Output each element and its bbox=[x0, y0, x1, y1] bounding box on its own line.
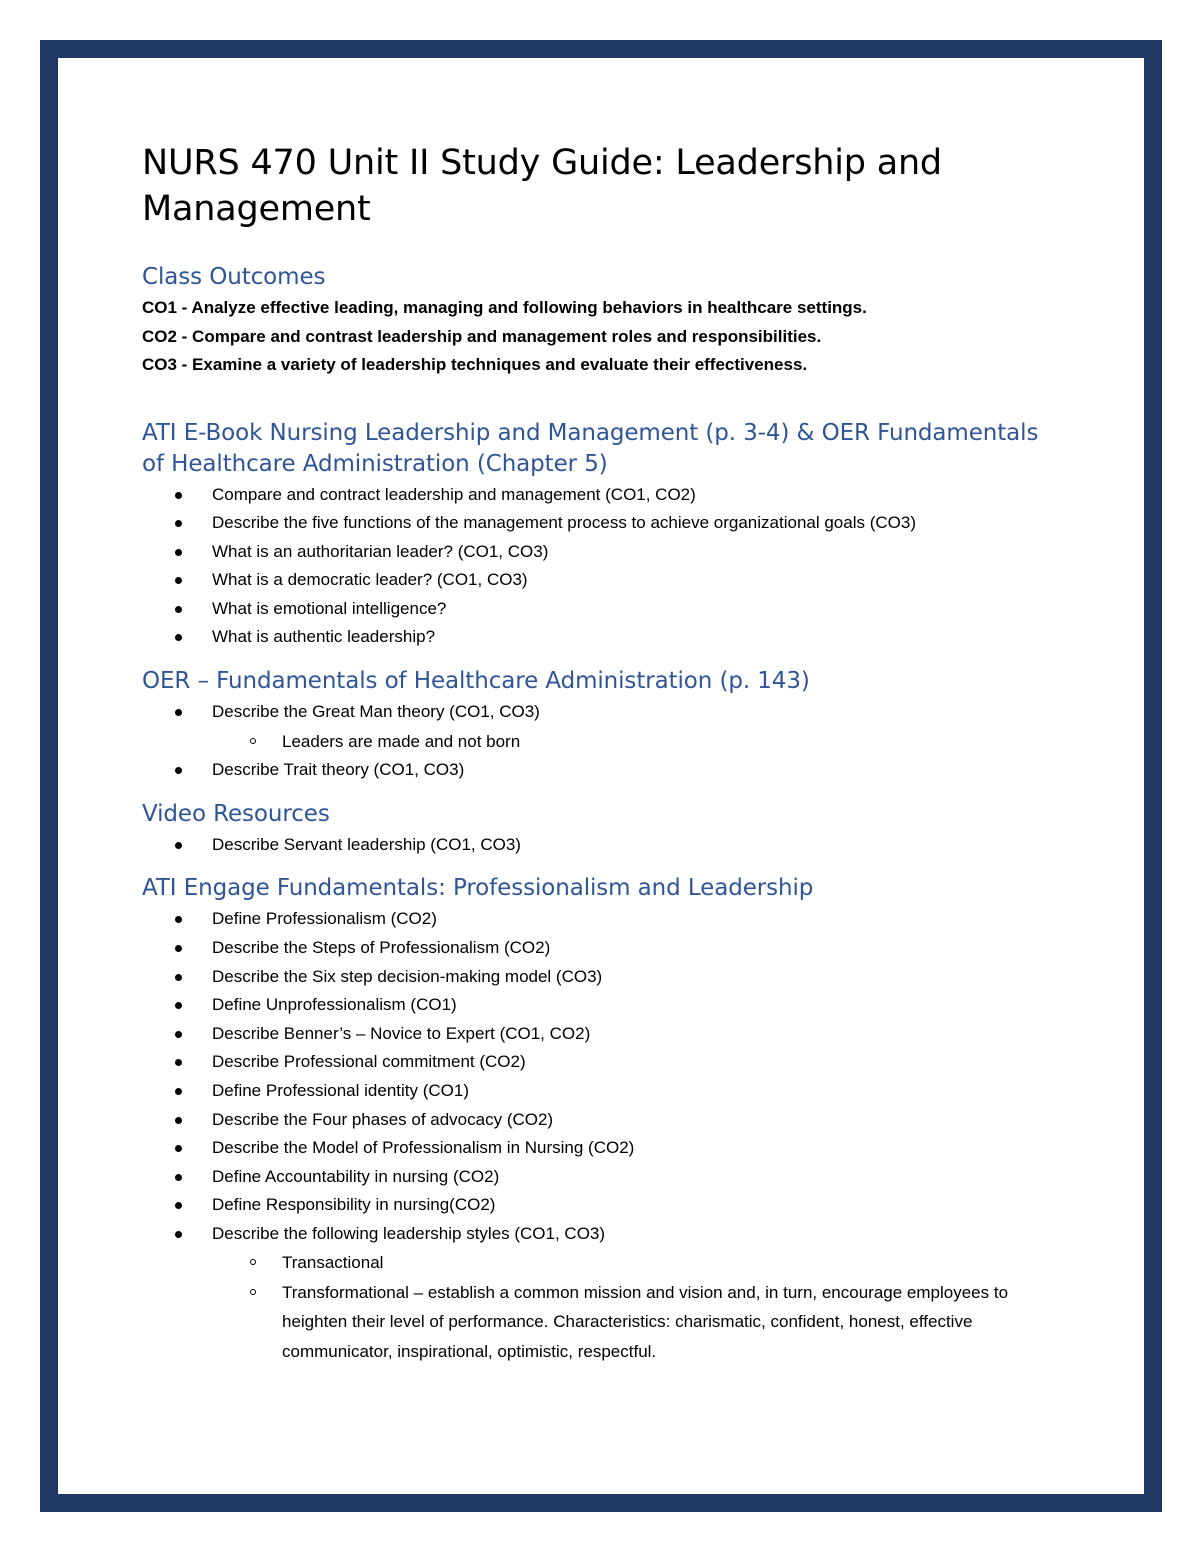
bullet-icon bbox=[175, 1174, 182, 1181]
bullet-icon bbox=[175, 974, 182, 981]
list-item-text: Define Responsibility in nursing(CO2) bbox=[212, 1195, 496, 1215]
bullet-icon bbox=[175, 709, 182, 716]
circle-bullet-icon bbox=[250, 1259, 256, 1265]
bullet-icon bbox=[175, 549, 182, 556]
bullet-icon bbox=[175, 842, 182, 849]
circle-bullet-icon bbox=[250, 1289, 256, 1295]
list-item-text: What is emotional intelligence? bbox=[212, 598, 447, 618]
bullet-icon bbox=[175, 634, 182, 641]
list-item bbox=[142, 756, 1042, 785]
sub-list-item-text: Leaders are made and not born bbox=[282, 731, 521, 751]
class-outcomes-list bbox=[142, 294, 1042, 380]
list-item-text: Describe the Six step decision-making model (CO3) bbox=[212, 966, 603, 986]
list-item-text: Define Unprofessionalism (CO1) bbox=[212, 995, 457, 1015]
sub-list-item-text: Transformational – establish a common mission and vision and, in turn, encourage employees to heighten their level of performance. Characteristics: charismatic, confident, honest, effective communicator, inspirational, optimistic, respectful. bbox=[282, 1282, 1009, 1361]
study-sections bbox=[142, 418, 1042, 1367]
list-item bbox=[142, 1048, 1042, 1077]
list-item bbox=[142, 831, 1042, 860]
list-item-text: Describe Benner’s – Novice to Expert (CO1, CO2) bbox=[212, 1023, 591, 1043]
list-item bbox=[142, 595, 1042, 624]
list-item bbox=[142, 1020, 1042, 1049]
list-item-text: Describe Trait theory (CO1, CO3) bbox=[212, 760, 465, 780]
list-item bbox=[142, 991, 1042, 1020]
class-outcome-co3: CO3 - Examine a variety of leadership techniques and evaluate their effectiveness. bbox=[142, 355, 808, 374]
bullet-icon bbox=[175, 1231, 182, 1238]
bullet-icon bbox=[175, 606, 182, 613]
list-item bbox=[142, 1163, 1042, 1192]
list-item-text: Define Professional identity (CO1) bbox=[212, 1080, 470, 1100]
list-item bbox=[142, 1134, 1042, 1163]
bullet-icon bbox=[175, 916, 182, 923]
section-heading-ati-e-book-nursing-leadership-and-manage: ATI E-Book Nursing Leadership and Management (p. 3-4) & OER Fundamentals of Healthcare Administration (Chapter 5) bbox=[142, 419, 1039, 477]
list-item-text: Compare and contract leadership and management (CO1, CO2) bbox=[212, 484, 696, 504]
list-item-text: Describe Servant leadership (CO1, CO3) bbox=[212, 834, 521, 854]
sub-list-item bbox=[212, 1278, 1042, 1367]
list-item bbox=[142, 934, 1042, 963]
bullet-icon bbox=[175, 945, 182, 952]
list-item bbox=[142, 1220, 1042, 1367]
section-heading-video-resources: Video Resources bbox=[142, 800, 330, 827]
bullet-icon bbox=[175, 1202, 182, 1209]
sub-bullet-list bbox=[212, 727, 1042, 757]
bullet-list bbox=[142, 831, 1042, 860]
list-item bbox=[142, 481, 1042, 510]
bullet-icon bbox=[175, 1059, 182, 1066]
list-item-text: Describe the Model of Professionalism in Nursing (CO2) bbox=[212, 1138, 635, 1158]
list-item bbox=[142, 538, 1042, 567]
list-item-text: Describe Professional commitment (CO2) bbox=[212, 1052, 526, 1072]
list-item bbox=[142, 963, 1042, 992]
list-item-text: Define Professionalism (CO2) bbox=[212, 909, 437, 929]
list-item-text: Describe the following leadership styles (CO1, CO3) bbox=[212, 1223, 606, 1243]
list-item bbox=[142, 509, 1042, 538]
section-heading-oer-fundamentals-of-healthcare-administr: OER – Fundamentals of Healthcare Administration (p. 143) bbox=[142, 668, 810, 695]
sub-list-item bbox=[212, 727, 1042, 757]
list-item bbox=[142, 1191, 1042, 1220]
bullet-icon bbox=[175, 1002, 182, 1009]
sub-bullet-list bbox=[212, 1248, 1042, 1366]
list-item-text: Describe the Four phases of advocacy (CO2) bbox=[212, 1109, 554, 1129]
bullet-icon bbox=[175, 1031, 182, 1038]
bullet-icon bbox=[175, 1088, 182, 1095]
border-corner-top-right bbox=[1128, 40, 1158, 58]
bullet-list bbox=[142, 698, 1042, 785]
section-heading-ati-engage-fundamentals-professionalism-: ATI Engage Fundamentals: Professionalism and Leadership bbox=[142, 875, 814, 902]
border-corner-bottom-left bbox=[40, 1494, 58, 1512]
class-outcome-co1: CO1 - Analyze effective leading, managing and following behaviors in healthcare settings. bbox=[142, 298, 867, 317]
list-item bbox=[142, 905, 1042, 934]
list-item-text: What is authentic leadership? bbox=[212, 627, 436, 647]
list-item-text: What is a democratic leader? (CO1, CO3) bbox=[212, 570, 528, 590]
bullet-list bbox=[142, 481, 1042, 653]
sub-list-item-text: Transactional bbox=[282, 1253, 384, 1273]
list-item bbox=[142, 623, 1042, 652]
bullet-icon bbox=[175, 577, 182, 584]
bullet-icon bbox=[175, 492, 182, 499]
document-title: NURS 470 Unit II Study Guide: Leadership and Management bbox=[142, 143, 942, 229]
list-item-text: Describe the Steps of Professionalism (CO2) bbox=[212, 937, 551, 957]
bullet-icon bbox=[175, 767, 182, 774]
list-item bbox=[142, 1077, 1042, 1106]
bullet-icon bbox=[175, 1117, 182, 1124]
list-item bbox=[142, 698, 1042, 756]
list-item-text: Define Accountability in nursing (CO2) bbox=[212, 1166, 500, 1186]
bullet-icon bbox=[175, 520, 182, 527]
document-body bbox=[142, 140, 1042, 1380]
bullet-icon bbox=[175, 1145, 182, 1152]
sub-list-item bbox=[212, 1248, 1042, 1278]
list-item-text: Describe the Great Man theory (CO1, CO3) bbox=[212, 702, 540, 722]
list-item bbox=[142, 566, 1042, 595]
list-item bbox=[142, 1106, 1042, 1135]
class-outcomes-heading: Class Outcomes bbox=[142, 264, 326, 290]
class-outcome-co2: CO2 - Compare and contrast leadership and management roles and responsibilities. bbox=[142, 326, 822, 346]
bullet-list bbox=[142, 905, 1042, 1366]
list-item-text: What is an authoritarian leader? (CO1, CO3) bbox=[212, 541, 549, 561]
circle-bullet-icon bbox=[250, 738, 256, 744]
list-item-text: Describe the five functions of the management process to achieve organizational goals (CO3) bbox=[212, 513, 916, 533]
